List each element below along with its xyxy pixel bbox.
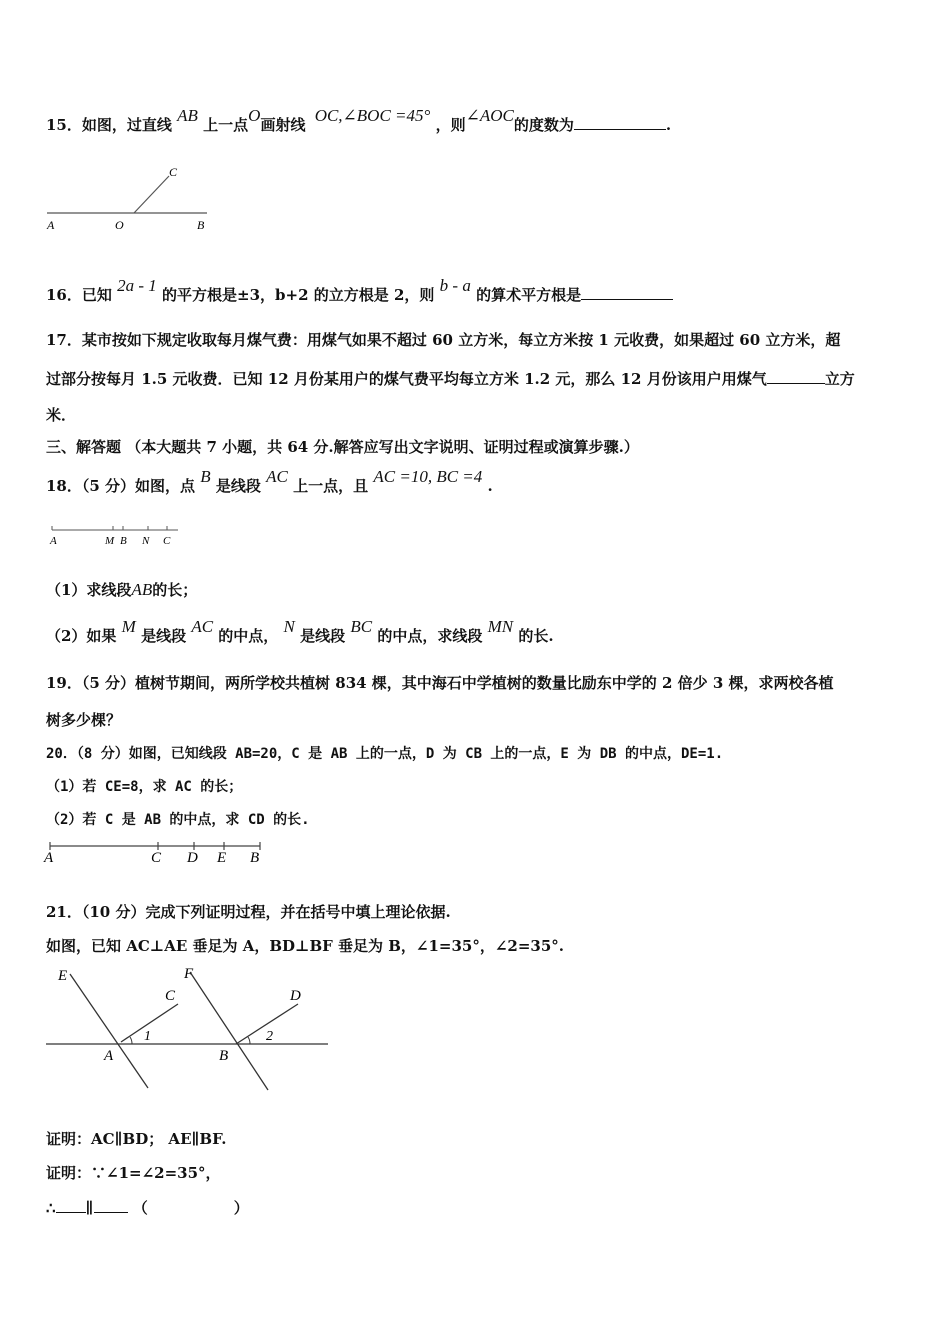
answer-blank[interactable]: [94, 1197, 128, 1213]
answer-blank[interactable]: [56, 1197, 86, 1213]
q17-line3: 米．: [46, 406, 77, 424]
label-A: A: [47, 218, 55, 232]
q21-proof2: 证明：∵∠1=∠2=35°，: [46, 1164, 221, 1182]
label-angle-2: 2: [266, 1029, 273, 1044]
answer-blank[interactable]: [767, 368, 825, 384]
q17-line2: 过部分按每月 1.5 元收费．已知 12 月份某用户的煤气费平均每立方米 1.2 元，那么 12 月份该用户用煤气 立方: [46, 370, 855, 388]
label-E: E: [58, 968, 68, 984]
q21-proof3: ∴ ∥ （ ）: [46, 1199, 249, 1217]
label-A: A: [50, 535, 57, 547]
q16-text: 16．已知 2a - 1 的平方根是±3，b+2 的立方根是 2，则 b - a 的算术平方根是: [46, 284, 673, 305]
label-C: C: [151, 850, 162, 866]
label-D: D: [187, 850, 198, 866]
label-M: M: [105, 535, 115, 547]
q21-figure: [44, 962, 334, 1092]
label-A: A: [44, 850, 54, 866]
label-C: C: [165, 988, 176, 1004]
label-O: O: [115, 218, 124, 232]
label-F: F: [184, 966, 194, 982]
label-angle-1: 1: [144, 1029, 151, 1044]
q20-line1: 20．（8 分）如图，已知线段 AB=20，C 是 AB 上的一点，D 为 CB 上的一点，E 为 DB 的中点，DE=1.: [46, 746, 724, 762]
label-N: N: [142, 535, 150, 547]
q18-figure: [50, 522, 190, 552]
label-E: E: [217, 850, 227, 866]
q19-line1: 19．（5 分）植树节期间，两所学校共植树 834 棵，其中海石中学植树的数量比励东中学的 2 倍少 3 棵，求两校各植: [46, 674, 834, 692]
q21-line2: 如图，已知 AC⊥AE 垂足为 A，BD⊥BF 垂足为 B，∠1=35°，∠2=35°.: [46, 937, 565, 955]
q21-line1: 21．（10 分）完成下列证明过程，并在括号中填上理论依据.: [46, 903, 451, 921]
q18-part2: （2）如果 M 是线段 AC 的中点， N 是线段 BC 的中点，求线段 MN 的长.: [46, 617, 554, 645]
section-heading: 三、解答题 （本大题共 7 小题，共 64 分.解答应写出文字说明、证明过程或演算步骤.）: [46, 438, 639, 456]
q20-figure: [44, 838, 274, 868]
answer-blank[interactable]: [574, 114, 666, 130]
q15-text: 15．如图，过直线 AB 上一点O画射线 OC,∠BOC =45° ，则∠AOC的度数为 .: [46, 106, 672, 134]
q18-part1: （1）求线段AB的长；: [46, 580, 198, 599]
label-C: C: [169, 165, 178, 179]
q15-figure: [45, 158, 225, 238]
label-B: B: [219, 1048, 229, 1064]
label-D: D: [290, 988, 301, 1004]
label-B: B: [197, 218, 205, 232]
q21-proof1: 证明：AC∥BD； AE∥BF.: [46, 1130, 227, 1148]
label-C: C: [163, 535, 171, 547]
q20-part1: （1）若 CE=8，求 AC 的长；: [46, 779, 243, 795]
q17-line1: 17．某市按如下规定收取每月煤气费：用煤气如果不超过 60 立方米，每立方米按 1 元收费，如果超过 60 立方米，超: [46, 331, 841, 349]
label-A: A: [104, 1048, 114, 1064]
q20-part2: （2）若 C 是 AB 的中点，求 CD 的长.: [46, 812, 310, 828]
label-B: B: [120, 535, 127, 547]
label-B: B: [250, 850, 260, 866]
q18-text: 18．（5 分）如图，点 B 是线段 AC 上一点，且 AC =10, BC =4 .: [46, 467, 493, 495]
q19-line2: 树多少棵？: [46, 711, 122, 729]
answer-blank[interactable]: [581, 284, 673, 300]
